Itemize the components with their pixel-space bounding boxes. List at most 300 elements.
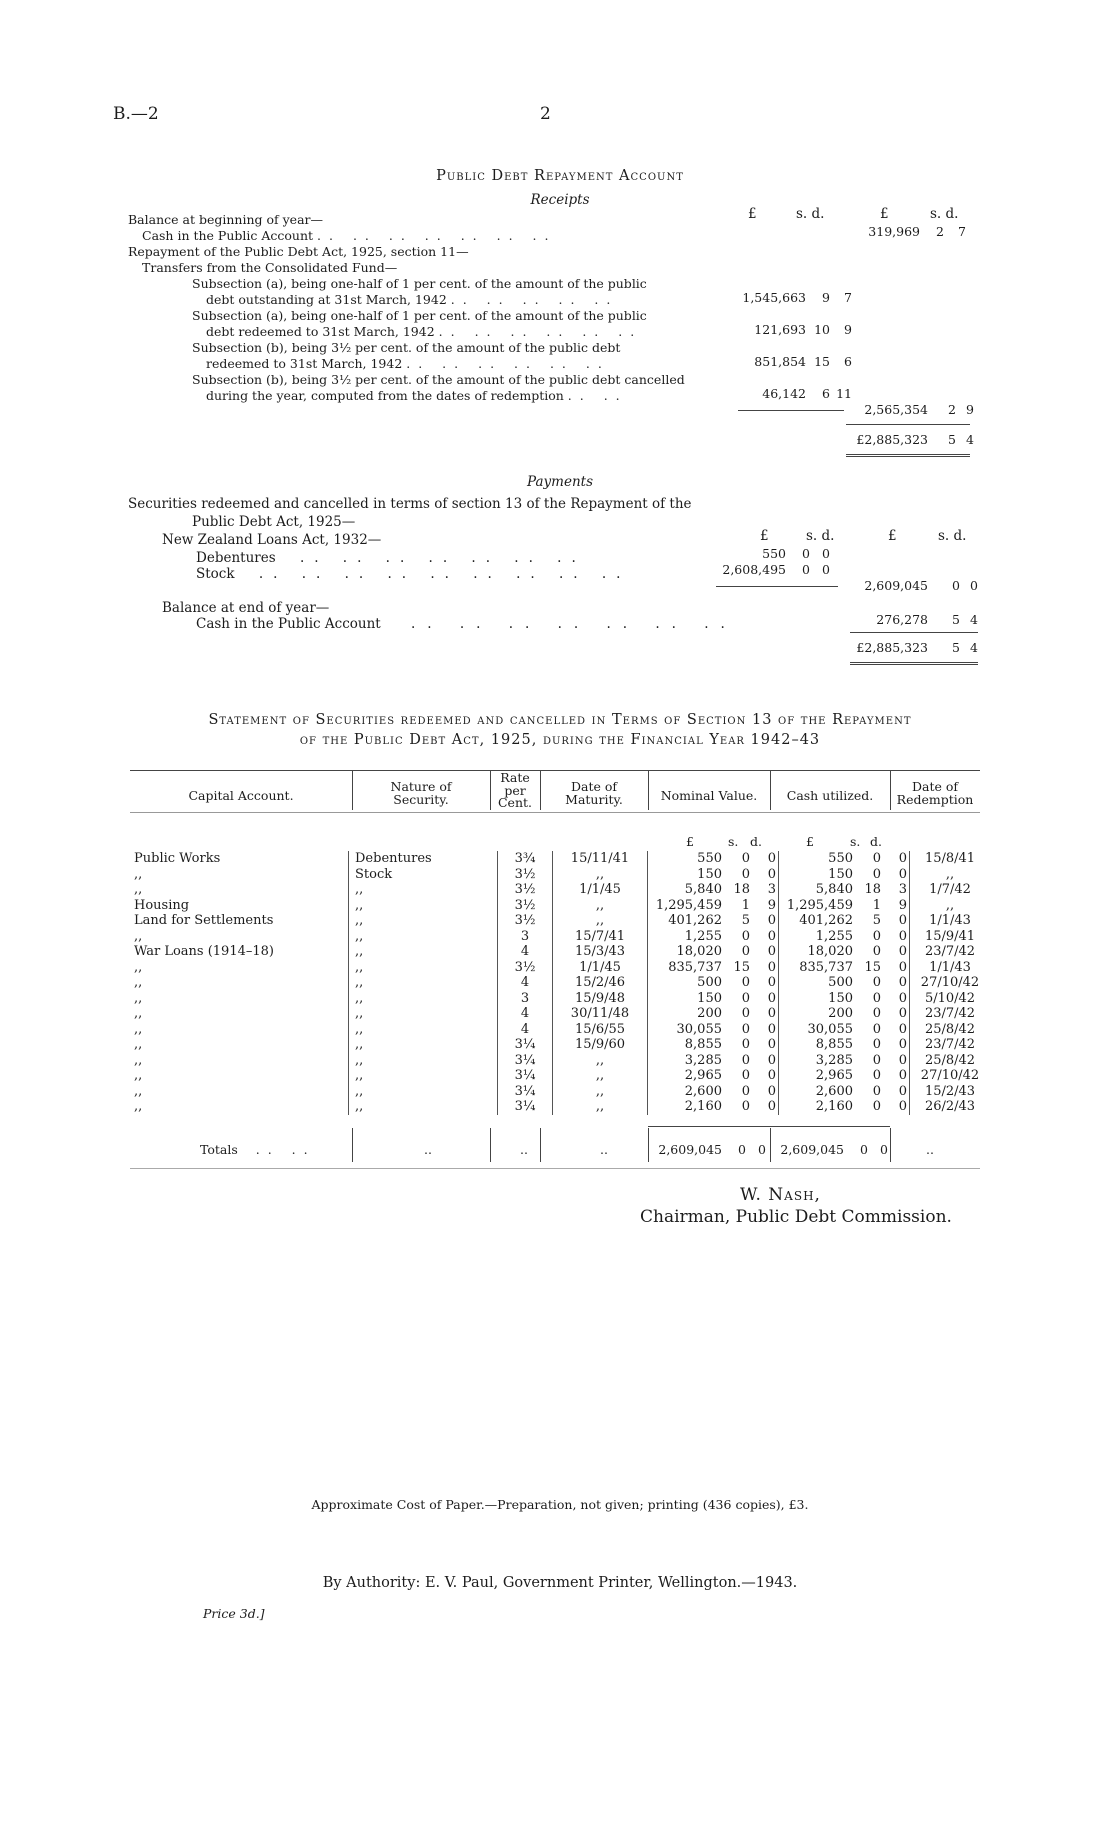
cell-maturity: 15/9/48 bbox=[553, 991, 648, 1007]
cell-cash-d: 0 bbox=[898, 1083, 907, 1099]
cell-nature: ,, bbox=[349, 1006, 498, 1022]
cash-end-label: Cash in the Public Account .. .. .. .. .. .. .. bbox=[196, 616, 737, 632]
receipts-total-rule-top bbox=[846, 424, 970, 425]
cell-redemption: ,, bbox=[910, 867, 991, 883]
cell-nature: ,, bbox=[349, 1068, 498, 1084]
table-row bbox=[130, 960, 990, 976]
cell-cash-s: 0 bbox=[872, 1083, 881, 1099]
cell-nominal-pounds: 500 bbox=[648, 975, 725, 991]
receipts-subtotal-rule bbox=[738, 410, 844, 411]
totals-nature-dots: .. bbox=[424, 1142, 432, 1157]
cell-cash-d: 0 bbox=[898, 959, 907, 975]
cell-nominal-pounds: 1,295,459 bbox=[648, 898, 725, 914]
cell-maturity: 15/6/55 bbox=[553, 1022, 648, 1038]
cell-capital-account: ,, bbox=[134, 1021, 143, 1037]
page-number: 2 bbox=[540, 104, 551, 124]
receipts-total-rule-bottom bbox=[846, 454, 970, 457]
cell-cash-pounds: 2,600 bbox=[779, 1084, 856, 1100]
pay-col-sd-2: s. d. bbox=[938, 528, 967, 544]
totals-nominal-pounds: 2,609,045 bbox=[658, 1142, 722, 1157]
cell-cash-pounds: 835,737 bbox=[779, 960, 856, 976]
totals-cash-pounds: 2,609,045 bbox=[780, 1142, 844, 1157]
receipts-subtotal-s: 2 bbox=[948, 402, 956, 417]
cell-redemption: 23/7/42 bbox=[910, 1006, 991, 1022]
table-header-rule bbox=[130, 812, 980, 813]
payments-subtotal-rule bbox=[716, 586, 838, 587]
cell-cash-d: 0 bbox=[898, 1006, 907, 1021]
cell-maturity: ,, bbox=[553, 913, 648, 929]
cell-cash-pounds: 2,965 bbox=[779, 1068, 856, 1084]
cell-rate: 3½ bbox=[498, 913, 553, 929]
receipt-item-4-line1: Subsection (b), being 3½ per cent. of the amount of the public debt cancelled bbox=[192, 372, 685, 387]
cash-unit-pound: £ bbox=[806, 834, 814, 849]
cell-redemption: 23/7/42 bbox=[910, 944, 991, 960]
cash-public-account-label: Cash in the Public Account .. .. .. .. .. .. .. bbox=[142, 228, 557, 243]
cell-capital-account: ,, bbox=[134, 1068, 143, 1083]
totals-vrule-6 bbox=[890, 1128, 891, 1162]
cell-capital-account: ,, bbox=[134, 1037, 143, 1052]
receipt-item-2-pounds: 121,693 bbox=[754, 322, 806, 337]
table-row bbox=[130, 991, 990, 1007]
totals-rule-top bbox=[648, 1126, 890, 1127]
cell-cash-pounds: 200 bbox=[779, 1006, 856, 1022]
receipt-item-1-line1: Subsection (a), being one-half of 1 per cent. of the amount of the public bbox=[192, 276, 647, 291]
receipt-item-2-line1: Subsection (a), being one-half of 1 per cent. of the amount of the public bbox=[192, 308, 647, 323]
cash-end-pounds: 276,278 bbox=[876, 612, 928, 627]
totals-vrule-2 bbox=[490, 1128, 491, 1162]
cell-cash-s: 0 bbox=[872, 975, 881, 990]
cell-cash-s: 0 bbox=[872, 944, 881, 959]
totals-rate-dots: .. bbox=[520, 1142, 528, 1157]
cell-nominal-pounds: 18,020 bbox=[648, 944, 725, 960]
cash-unit-d: d. bbox=[870, 834, 882, 849]
stock-pounds: 2,608,495 bbox=[722, 562, 786, 577]
cell-nominal-pounds: 401,262 bbox=[648, 913, 725, 929]
receipt-item-3-pounds: 851,854 bbox=[754, 354, 806, 369]
cell-nominal-s: 0 bbox=[741, 1068, 750, 1083]
th-nature-of-security: Nature of Security. bbox=[390, 779, 452, 807]
cell-nominal-pounds: 8,855 bbox=[648, 1037, 725, 1053]
document-ref: B.—2 bbox=[113, 104, 159, 124]
receipt-item-2-line2: debt redeemed to 31st March, 1942 .. .. .. .. .. .. bbox=[206, 324, 643, 339]
cash-end-d: 4 bbox=[970, 612, 978, 627]
totals-redemption-dots: .. bbox=[926, 1142, 934, 1157]
cell-rate: 3 bbox=[498, 929, 553, 945]
debentures-s: 0 bbox=[802, 546, 810, 561]
totals-label: Totals .. .. bbox=[200, 1142, 316, 1157]
cell-cash-s: 0 bbox=[872, 990, 881, 1006]
cell-redemption: 27/10/42 bbox=[910, 1068, 991, 1084]
cell-cash-s: 15 bbox=[864, 959, 881, 975]
cash-begin-d: 7 bbox=[958, 224, 966, 239]
cell-nominal-d: 0 bbox=[767, 851, 776, 866]
cell-capital-account: Land for Settlements bbox=[134, 913, 274, 928]
cell-cash-pounds: 18,020 bbox=[779, 944, 856, 960]
stock-label: Stock .. .. .. .. .. .. .. .. .. bbox=[196, 566, 631, 582]
payments-line1: Securities redeemed and cancelled in terms of section 13 of the Repayment of the bbox=[128, 496, 692, 512]
cell-nominal-d: 0 bbox=[767, 959, 776, 975]
table-row bbox=[130, 851, 990, 867]
cell-cash-pounds: 1,255 bbox=[779, 929, 856, 945]
cell-nominal-s: 0 bbox=[741, 1006, 750, 1021]
table-row bbox=[130, 913, 990, 929]
cell-redemption: 1/1/43 bbox=[910, 913, 991, 929]
table-row bbox=[130, 1006, 990, 1022]
payments-subtotal-d: 0 bbox=[970, 578, 978, 593]
receipt-item-1-d: 7 bbox=[844, 290, 852, 305]
signature-title: Chairman, Public Debt Commission. bbox=[640, 1207, 952, 1227]
cell-nature: ,, bbox=[349, 975, 498, 991]
cell-nominal-s: 1 bbox=[741, 897, 750, 913]
cell-nominal-d: 0 bbox=[767, 1021, 776, 1037]
balance-end-label: Balance at end of year— bbox=[162, 600, 330, 616]
pay-col-pound-2: £ bbox=[888, 528, 897, 544]
cell-cash-d: 0 bbox=[898, 944, 907, 959]
cell-nominal-d: 0 bbox=[767, 1006, 776, 1021]
stock-s: 0 bbox=[802, 562, 810, 577]
cell-cash-d: 0 bbox=[898, 975, 907, 990]
cell-nominal-s: 0 bbox=[741, 928, 750, 944]
cell-maturity: 15/3/43 bbox=[553, 944, 648, 960]
statement-title-line1: Statement of Securities redeemed and cancelled in Terms of Section 13 of the Repayment bbox=[208, 712, 912, 728]
col-sd-1: s. d. bbox=[796, 206, 825, 222]
cell-nature: Debentures bbox=[349, 851, 498, 867]
receipt-item-1-line2: debt outstanding at 31st March, 1942 .. .. .. .. .. bbox=[206, 292, 619, 307]
cell-redemption: 15/2/43 bbox=[910, 1084, 991, 1100]
cell-maturity: ,, bbox=[553, 1068, 648, 1084]
cell-nominal-d: 0 bbox=[767, 913, 776, 928]
cell-nominal-pounds: 200 bbox=[648, 1006, 725, 1022]
cell-capital-account: ,, bbox=[134, 866, 143, 882]
cell-nominal-s: 0 bbox=[741, 944, 750, 959]
cell-maturity: 30/11/48 bbox=[553, 1006, 648, 1022]
receipt-item-3-line2: redeemed to 31st March, 1942 .. .. .. .. .. .. bbox=[206, 356, 610, 371]
cell-nominal-d: 0 bbox=[767, 990, 776, 1006]
cell-nature: ,, bbox=[349, 882, 498, 898]
cell-nominal-pounds: 150 bbox=[648, 991, 725, 1007]
payments-total-pounds: £2,885,323 bbox=[856, 640, 928, 655]
receipt-item-3-line1: Subsection (b), being 3½ per cent. of the amount of the public debt bbox=[192, 340, 621, 355]
cell-nominal-s: 0 bbox=[741, 1052, 750, 1068]
payments-total-rule-bottom bbox=[850, 662, 978, 665]
th-date-of-redemption: Date of Redemption bbox=[896, 779, 974, 807]
totals-vrule-5 bbox=[770, 1128, 771, 1162]
table-row bbox=[130, 975, 990, 991]
cell-redemption: 25/8/42 bbox=[910, 1022, 991, 1038]
cell-maturity: 15/9/60 bbox=[553, 1037, 648, 1053]
cell-redemption: 23/7/42 bbox=[910, 1037, 991, 1053]
receipt-item-4-pounds: 46,142 bbox=[762, 386, 806, 401]
cell-nominal-d: 0 bbox=[767, 1099, 776, 1114]
stock-d: 0 bbox=[822, 562, 830, 577]
cell-rate: 3¼ bbox=[498, 1099, 553, 1115]
cell-redemption: 15/8/41 bbox=[910, 851, 991, 867]
cash-unit-s: s. bbox=[850, 834, 861, 849]
cell-redemption: 27/10/42 bbox=[910, 975, 991, 991]
totals-vrule-1 bbox=[352, 1128, 353, 1162]
debentures-d: 0 bbox=[822, 546, 830, 561]
cell-nominal-s: 18 bbox=[733, 882, 750, 897]
cell-nominal-pounds: 5,840 bbox=[648, 882, 725, 898]
cell-nominal-d: 9 bbox=[767, 897, 776, 913]
cell-nominal-d: 0 bbox=[767, 944, 776, 959]
payments-total-rule-top bbox=[850, 632, 978, 633]
cell-capital-account: ,, bbox=[134, 990, 143, 1006]
cell-maturity: 15/2/46 bbox=[553, 975, 648, 991]
authority-line: By Authority: E. V. Paul, Government Printer, Wellington.—1943. bbox=[322, 1575, 798, 1591]
cell-nature: ,, bbox=[349, 1099, 498, 1115]
cell-capital-account: ,, bbox=[134, 1083, 143, 1099]
price-note: Price 3d.] bbox=[203, 1606, 265, 1621]
totals-nominal-s: 0 bbox=[738, 1142, 746, 1157]
debentures-label: Debentures .. .. .. .. .. .. .. bbox=[196, 550, 586, 566]
cell-nominal-d: 0 bbox=[767, 1037, 776, 1052]
cell-maturity: 15/7/41 bbox=[553, 929, 648, 945]
cash-begin-pounds: 319,969 bbox=[868, 224, 920, 239]
cell-cash-s: 0 bbox=[872, 1021, 881, 1037]
cell-cash-pounds: 401,262 bbox=[779, 913, 856, 929]
statement-title-line2: of the Public Debt Act, 1925, during the Financial Year 1942–43 bbox=[299, 732, 821, 748]
th-date-of-maturity: Date of Maturity. bbox=[565, 779, 623, 807]
totals-cash-s: 0 bbox=[860, 1142, 868, 1157]
cell-maturity: 1/1/45 bbox=[553, 882, 648, 898]
cell-nature: ,, bbox=[349, 1084, 498, 1100]
cell-cash-d: 0 bbox=[898, 866, 907, 882]
table-row bbox=[130, 898, 990, 914]
debentures-pounds: 550 bbox=[762, 546, 786, 561]
cell-cash-s: 0 bbox=[872, 1068, 881, 1083]
cell-cash-d: 0 bbox=[898, 851, 907, 866]
cell-cash-pounds: 3,285 bbox=[779, 1053, 856, 1069]
cost-note: Approximate Cost of Paper.—Preparation, not given; printing (436 copies), £3. bbox=[311, 1497, 809, 1512]
receipt-item-2-d: 9 bbox=[844, 322, 852, 337]
cell-cash-pounds: 500 bbox=[779, 975, 856, 991]
cell-redemption: 25/8/42 bbox=[910, 1053, 991, 1069]
cell-nominal-s: 0 bbox=[741, 975, 750, 990]
cell-redemption: 26/2/43 bbox=[910, 1099, 991, 1115]
col-pound-2: £ bbox=[880, 206, 889, 222]
payments-subtotal-pounds: 2,609,045 bbox=[864, 578, 928, 593]
cell-nature: ,, bbox=[349, 1037, 498, 1053]
cell-capital-account: Public Works bbox=[134, 851, 221, 866]
cell-nominal-d: 0 bbox=[767, 1052, 776, 1068]
cell-nominal-s: 0 bbox=[741, 866, 750, 882]
cell-cash-d: 0 bbox=[898, 1099, 907, 1114]
table-row bbox=[130, 1099, 990, 1115]
table-top-rule bbox=[130, 770, 980, 771]
table-row bbox=[130, 1037, 990, 1053]
th-cash-utilized: Cash utilized. bbox=[786, 788, 874, 803]
nominal-unit-s: s. bbox=[728, 834, 739, 849]
cell-cash-s: 5 bbox=[872, 913, 881, 928]
receipt-item-1-s: 9 bbox=[822, 290, 830, 305]
nz-loans-act-label: New Zealand Loans Act, 1932— bbox=[162, 532, 382, 548]
cell-nominal-s: 0 bbox=[741, 1037, 750, 1052]
col-sd-2: s. d. bbox=[930, 206, 959, 222]
cell-nominal-pounds: 3,285 bbox=[648, 1053, 725, 1069]
cell-cash-pounds: 150 bbox=[779, 867, 856, 883]
cell-rate: 3½ bbox=[498, 882, 553, 898]
cell-cash-s: 0 bbox=[872, 1099, 881, 1114]
table-row bbox=[130, 929, 990, 945]
cell-cash-d: 0 bbox=[898, 928, 907, 944]
cell-maturity: ,, bbox=[553, 1084, 648, 1100]
cell-cash-s: 0 bbox=[872, 866, 881, 882]
cell-nature: ,, bbox=[349, 929, 498, 945]
table-row bbox=[130, 1022, 990, 1038]
table-row bbox=[130, 867, 990, 883]
cell-capital-account: ,, bbox=[134, 975, 143, 990]
cell-rate: 3½ bbox=[498, 960, 553, 976]
cell-nominal-d: 0 bbox=[767, 866, 776, 882]
th-capital-account: Capital Account. bbox=[188, 788, 294, 803]
cell-capital-account: ,, bbox=[134, 1099, 143, 1114]
cell-nature: ,, bbox=[349, 960, 498, 976]
cell-cash-s: 1 bbox=[872, 897, 881, 913]
receipts-heading: Receipts bbox=[530, 192, 590, 208]
cell-capital-account: ,, bbox=[134, 882, 143, 897]
cell-cash-pounds: 150 bbox=[779, 991, 856, 1007]
cell-capital-account: ,, bbox=[134, 959, 143, 975]
cell-rate: 3¼ bbox=[498, 1053, 553, 1069]
cell-rate: 3¾ bbox=[498, 851, 553, 867]
receipt-item-3-d: 6 bbox=[844, 354, 852, 369]
cell-capital-account: ,, bbox=[134, 928, 143, 944]
cell-nominal-pounds: 550 bbox=[648, 851, 725, 867]
cell-nominal-pounds: 2,600 bbox=[648, 1084, 725, 1100]
cell-cash-s: 0 bbox=[872, 928, 881, 944]
cell-cash-s: 18 bbox=[864, 882, 881, 897]
cell-redemption: 15/9/41 bbox=[910, 929, 991, 945]
cell-nominal-pounds: 2,160 bbox=[648, 1099, 725, 1115]
repayment-act-label: Repayment of the Public Debt Act, 1925, section 11— bbox=[128, 244, 469, 259]
th-rate-per-cent: Rate per Cent. bbox=[497, 770, 532, 810]
cell-nominal-d: 0 bbox=[767, 1068, 776, 1083]
cell-nominal-s: 0 bbox=[741, 1099, 750, 1114]
cell-cash-d: 0 bbox=[898, 1068, 907, 1083]
payments-total-d: 4 bbox=[970, 640, 978, 655]
receipts-total-s: 5 bbox=[948, 432, 956, 447]
receipts-subtotal-d: 9 bbox=[966, 402, 974, 417]
receipts-total-pounds: £2,885,323 bbox=[856, 432, 928, 447]
receipt-item-4-d: 11 bbox=[836, 386, 852, 401]
totals-maturity-dots: .. bbox=[600, 1142, 608, 1157]
receipts-total-d: 4 bbox=[966, 432, 974, 447]
receipt-item-4-line2: during the year, computed from the dates of redemption .. .. bbox=[206, 388, 628, 403]
cell-cash-s: 0 bbox=[872, 1037, 881, 1052]
cell-capital-account: Housing bbox=[134, 897, 190, 913]
account-title: Public Debt Repayment Account bbox=[436, 168, 684, 184]
col-pound-1: £ bbox=[748, 206, 757, 222]
cell-nature: ,, bbox=[349, 1053, 498, 1069]
cell-nominal-pounds: 150 bbox=[648, 867, 725, 883]
cell-maturity: ,, bbox=[553, 867, 648, 883]
cell-rate: 3½ bbox=[498, 898, 553, 914]
cell-cash-s: 0 bbox=[872, 1006, 881, 1021]
table-row bbox=[130, 944, 990, 960]
cell-nominal-d: 0 bbox=[767, 975, 776, 990]
cell-nominal-d: 3 bbox=[767, 882, 776, 897]
signature-name: W. Nash, bbox=[740, 1185, 821, 1205]
cell-rate: 3¼ bbox=[498, 1084, 553, 1100]
cell-capital-account: ,, bbox=[134, 1052, 143, 1068]
cell-rate: 4 bbox=[498, 1006, 553, 1022]
cell-nominal-pounds: 2,965 bbox=[648, 1068, 725, 1084]
cell-nominal-d: 0 bbox=[767, 1083, 776, 1099]
payments-total-s: 5 bbox=[952, 640, 960, 655]
cell-capital-account: ,, bbox=[134, 1006, 143, 1021]
receipt-item-1-pounds: 1,545,663 bbox=[742, 290, 806, 305]
cell-nominal-s: 0 bbox=[741, 1021, 750, 1037]
cell-redemption: 1/1/43 bbox=[910, 960, 991, 976]
cell-rate: 3½ bbox=[498, 867, 553, 883]
balance-begin-label: Balance at beginning of year— bbox=[128, 212, 323, 227]
cell-cash-s: 0 bbox=[872, 851, 881, 866]
cell-nominal-pounds: 835,737 bbox=[648, 960, 725, 976]
table-row bbox=[130, 1068, 990, 1084]
cell-cash-d: 0 bbox=[898, 1052, 907, 1068]
table-row bbox=[130, 1053, 990, 1069]
cell-cash-d: 0 bbox=[898, 1037, 907, 1052]
cell-nominal-s: 0 bbox=[741, 1083, 750, 1099]
pay-col-sd-1: s. d. bbox=[806, 528, 835, 544]
transfers-label: Transfers from the Consolidated Fund— bbox=[142, 260, 398, 275]
totals-nominal-d: 0 bbox=[758, 1142, 766, 1157]
cell-redemption: 1/7/42 bbox=[910, 882, 991, 898]
cell-nature: ,, bbox=[349, 944, 498, 960]
cell-redemption: ,, bbox=[910, 898, 991, 914]
cell-rate: 4 bbox=[498, 944, 553, 960]
cell-cash-d: 9 bbox=[898, 897, 907, 913]
table-bottom-rule bbox=[130, 1168, 980, 1169]
pay-col-pound-1: £ bbox=[760, 528, 769, 544]
cell-rate: 3¼ bbox=[498, 1037, 553, 1053]
cell-nominal-s: 0 bbox=[741, 990, 750, 1006]
nominal-unit-d: d. bbox=[750, 834, 762, 849]
cell-cash-pounds: 2,160 bbox=[779, 1099, 856, 1115]
cell-maturity: ,, bbox=[553, 1099, 648, 1115]
cell-cash-d: 0 bbox=[898, 990, 907, 1006]
cell-nature: ,, bbox=[349, 991, 498, 1007]
cell-maturity: ,, bbox=[553, 1053, 648, 1069]
cell-cash-pounds: 8,855 bbox=[779, 1037, 856, 1053]
cell-rate: 4 bbox=[498, 975, 553, 991]
cell-capital-account: War Loans (1914–18) bbox=[134, 944, 274, 959]
cell-cash-pounds: 1,295,459 bbox=[779, 898, 856, 914]
cell-rate: 4 bbox=[498, 1022, 553, 1038]
totals-cash-d: 0 bbox=[880, 1142, 888, 1157]
nominal-unit-pound: £ bbox=[686, 834, 694, 849]
cell-nominal-pounds: 30,055 bbox=[648, 1022, 725, 1038]
table-row bbox=[130, 1084, 990, 1100]
payments-subtotal-s: 0 bbox=[952, 578, 960, 593]
th-nominal-value: Nominal Value. bbox=[660, 788, 758, 803]
cell-nominal-pounds: 1,255 bbox=[648, 929, 725, 945]
cell-nominal-s: 0 bbox=[741, 851, 750, 866]
cell-nature: ,, bbox=[349, 898, 498, 914]
cell-cash-s: 0 bbox=[872, 1052, 881, 1068]
cell-nature: Stock bbox=[349, 867, 498, 883]
cell-cash-pounds: 5,840 bbox=[779, 882, 856, 898]
cash-begin-s: 2 bbox=[936, 224, 944, 239]
cell-nominal-s: 15 bbox=[733, 959, 750, 975]
cell-cash-d: 0 bbox=[898, 1021, 907, 1037]
cell-nature: ,, bbox=[349, 913, 498, 929]
cell-maturity: 15/11/41 bbox=[553, 851, 648, 867]
cell-rate: 3 bbox=[498, 991, 553, 1007]
receipts-subtotal-pounds: 2,565,354 bbox=[864, 402, 928, 417]
receipt-item-3-s: 15 bbox=[814, 354, 830, 369]
